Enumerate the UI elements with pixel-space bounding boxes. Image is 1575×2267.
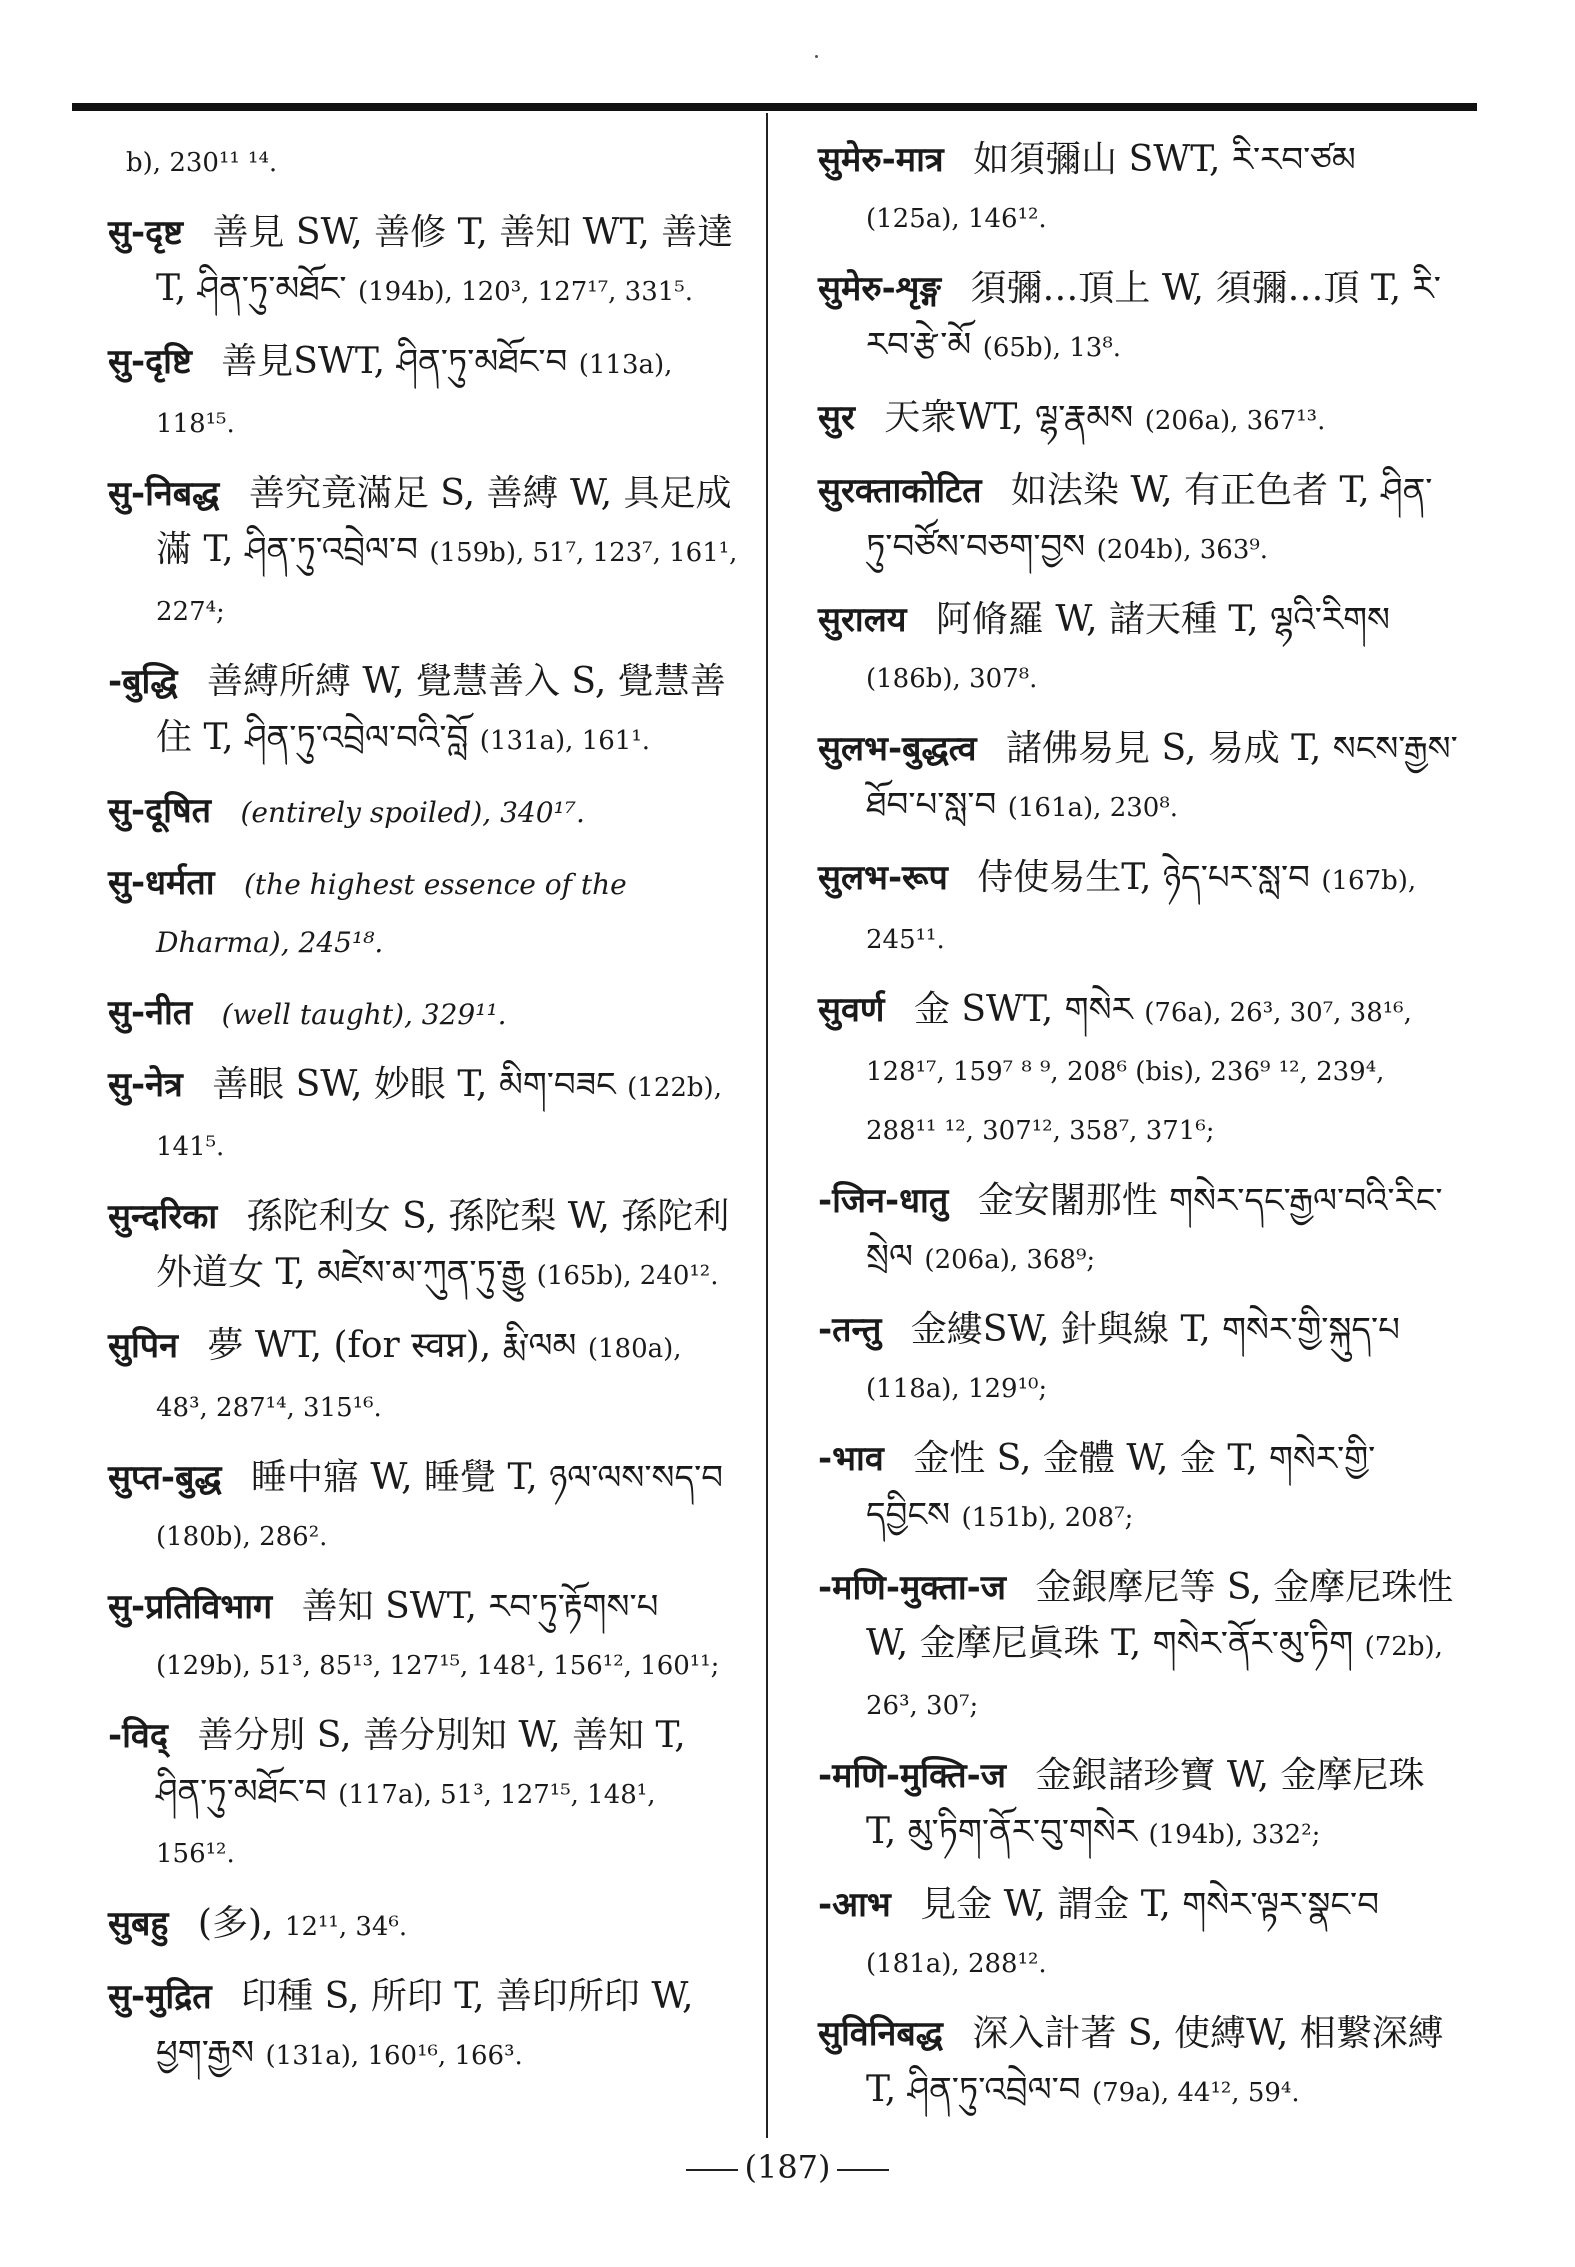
entry-tibetan-term: རི་རབ་ཙམ — [1231, 140, 1356, 180]
dictionary-entry — [818, 132, 1458, 247]
entry-tibetan-term: རྨི་ལམ — [502, 1326, 577, 1366]
entry-gloss: 如法染 W, 有正色者 T, — [1011, 470, 1370, 511]
entry-gloss: 善見SWT, — [221, 341, 386, 382]
entry-tibetan-term: ལྷའི་རིགས — [1270, 600, 1390, 640]
footer-dash-left — [686, 2169, 738, 2171]
entry-references: (161a), 230⁸. — [1007, 793, 1179, 823]
entry-tibetan-term: གསེར་གྱི་དབྱིངས — [866, 1439, 1376, 1535]
dictionary-entry — [818, 390, 1458, 449]
entry-tibetan-term: གསེར — [1064, 990, 1133, 1030]
entry-references: (79a), 44¹², 59⁴. — [1091, 2078, 1300, 2108]
entry-references: (118a), 129¹⁰; — [866, 1374, 1048, 1404]
entry-tibetan-term: གསེར་ལྟར་སྣང་བ — [1182, 1885, 1379, 1925]
entry-tibetan-term: མུ་ཏིག་ནོར་བུ་གསེར — [907, 1812, 1138, 1852]
entry-references: (151b), 208⁷; — [961, 1503, 1134, 1533]
entry-headword: सुबहु — [108, 1904, 169, 1944]
footer-dash-right — [837, 2169, 889, 2171]
entry-headword: सुविनिबद्ध — [818, 2014, 943, 2054]
dictionary-entry — [108, 1450, 740, 1565]
entry-tibetan-term: ཉལ་ལས་སད་བ — [549, 1458, 724, 1498]
entry-headword: सु-दृष्टि — [108, 342, 192, 382]
entry-gloss: 金安闍那性 — [977, 1180, 1158, 1221]
entry-gloss: 善分別 S, 善分別知 W, 善知 T, — [197, 1715, 686, 1756]
entry-headword: -विद् — [108, 1716, 168, 1756]
entry-headword: सुरक्ताकोटित — [818, 471, 982, 511]
entry-references: (194b), 120³, 127¹⁷, 331⁵. — [358, 277, 693, 307]
dictionary-entry — [108, 1189, 740, 1304]
dictionary-entry — [108, 466, 740, 640]
entry-tibetan-term: ཤིན་ཏུ་འབྲེལ་བའི་བློ — [245, 718, 469, 758]
entry-tibetan-term: ཉེད་པར་སླ་བ — [1162, 858, 1310, 898]
entry-headword: सु-दृष्ट — [108, 213, 184, 253]
entry-references: (76a), 26³, 30⁷, 38¹⁶, 128¹⁷, 159⁷ ⁸ ⁹, 208⁶ (bis), 236⁹ ¹², 239⁴, 288¹¹ ¹², 307¹², 358⁷, 371⁶; — [866, 998, 1412, 1146]
dictionary-entry — [818, 1560, 1458, 1734]
entry-tibetan-term: གསེར་དང་རྒྱལ་བའི་རིང་སྲེལ — [866, 1181, 1443, 1277]
left-column — [108, 132, 740, 2098]
dictionary-entry — [108, 783, 740, 841]
entry-gloss: 善縛所縛 W, 覺慧善入 S, 覺慧善住 T, — [156, 661, 726, 758]
entry-references: (165b), 240¹². — [536, 1261, 719, 1291]
dictionary-entry — [108, 985, 740, 1043]
entry-gloss: 見金 W, 謂金 T, — [920, 1884, 1171, 1925]
entry-headword: सुपिन — [108, 1326, 178, 1366]
entry-headword: सुलभ-रूप — [818, 858, 948, 898]
entry-gloss: 孫陀利女 S, 孫陀梨 W, 孫陀利外道女 T, — [156, 1196, 730, 1293]
entry-headword: -बुद्धि — [108, 662, 178, 702]
entry-headword: सु-प्रतिविभाग — [108, 1587, 273, 1627]
entry-gloss: 深入計著 S, 使縛W, 相繋深縛 T, — [866, 2013, 1444, 2110]
entry-headword: -आभ — [818, 1885, 891, 1925]
entry-gloss: 侍使易生T, — [977, 857, 1152, 898]
dictionary-entry — [818, 1748, 1458, 1863]
dictionary-entry — [108, 1896, 740, 1955]
dictionary-entry — [108, 1708, 740, 1882]
entry-headword: सु-निबद्ध — [108, 474, 220, 514]
entry-gloss: (多), — [197, 1903, 274, 1944]
entry-references: (72b), 26³, 30⁷; — [866, 1632, 1443, 1721]
entry-references: (186b), 307⁸. — [866, 664, 1038, 694]
entry-references: 12¹¹, 34⁶. — [284, 1912, 408, 1942]
dictionary-entry — [818, 1173, 1458, 1288]
dictionary-entry — [818, 2006, 1458, 2121]
dictionary-entry — [818, 1302, 1458, 1417]
dictionary-entry — [108, 205, 740, 320]
entry-headword: सुरालय — [818, 600, 907, 640]
entry-gloss: 金銀諸珍寶 W, 金摩尼珠 T, — [866, 1755, 1425, 1852]
entry-references: (117a), 51³, 127¹⁵, 148¹, 156¹². — [156, 1780, 656, 1869]
entry-gloss: 如須彌山 SWT, — [973, 139, 1221, 180]
entry-gloss: 睡中寤 W, 睡覺 T, — [250, 1457, 538, 1498]
entry-headword: सुर — [818, 398, 855, 438]
entry-headword: -मणि-मुक्ति-ज — [818, 1756, 1007, 1796]
entry-tibetan-term: མིག་བཟང — [498, 1065, 616, 1105]
entry-tibetan-term: ཤིན་ཏུ་འབྲེལ་བ — [245, 530, 418, 570]
entry-references: (122b), 141⁵. — [156, 1073, 722, 1162]
dictionary-entry — [108, 654, 740, 769]
entry-tibetan-term: མཛེས་མ་ཀུན་ཏུ་རྒྱུ — [317, 1253, 526, 1293]
dictionary-entry — [108, 334, 740, 452]
entry-headword: सुवर्ण — [818, 990, 885, 1030]
entry-gloss: 金銀摩尼等 S, 金摩尼珠性 W, 金摩尼眞珠 T, — [866, 1567, 1454, 1664]
dictionary-entry — [108, 1318, 740, 1436]
entry-headword: सुलभ-बुद्धत्व — [818, 729, 977, 769]
entry-references: (206a), 367¹³. — [1144, 406, 1326, 436]
entry-headword: सु-धर्मता — [108, 863, 215, 903]
entry-gloss: 善究竟滿足 S, 善縛 W, 具足成滿 T, — [156, 473, 732, 570]
entry-references: (129b), 51³, 85¹³, 127¹⁵, 148¹, 156¹², 160¹¹; — [156, 1651, 720, 1681]
dictionary-entry — [108, 132, 740, 191]
entry-references: (159b), 51⁷, 123⁷, 161¹, 227⁴; — [156, 538, 738, 627]
right-column — [818, 132, 1458, 2135]
entry-gloss: 夢 WT, (for स्वप्न), — [207, 1325, 492, 1366]
entry-references: b), 230¹¹ ¹⁴. — [126, 148, 278, 178]
entry-references: (131a), 160¹⁶, 166³. — [265, 2041, 523, 2071]
entry-tibetan-term: ཤིན་ཏུ་བཙོས་བཅག་བྱས — [866, 471, 1433, 567]
dictionary-entry — [108, 1057, 740, 1175]
page-number: 187 — [756, 2148, 819, 2186]
entry-headword: सु-मुद्रित — [108, 1977, 212, 2017]
entry-tibetan-term: གསེར་ནོར་མུ་ཏིག — [1152, 1624, 1354, 1664]
entry-gloss: 阿脩羅 W, 諸天種 T, — [935, 599, 1259, 640]
entry-references: (entirely spoiled), 340¹⁷. — [240, 796, 585, 829]
entry-headword: सु-दूषित — [108, 791, 211, 831]
dictionary-entry — [818, 463, 1458, 578]
entry-references: (the highest essence of the Dharma), 245¹⁸. — [156, 868, 627, 959]
entry-headword: सु-नेत्र — [108, 1065, 183, 1105]
entry-tibetan-term: སངས་རྒྱས་ཐོབ་པ་སླ་བ — [866, 729, 1458, 825]
top-rule — [72, 103, 1477, 111]
entry-references: (113a), 118¹⁵. — [156, 350, 673, 439]
speck — [815, 55, 818, 58]
entry-gloss: 善眼 SW, 妙眼 T, — [212, 1064, 488, 1105]
entry-gloss: 天衆WT, — [884, 397, 1024, 438]
entry-headword: -भाव — [818, 1439, 884, 1479]
entry-headword: सुप्त-बुद्ध — [108, 1458, 222, 1498]
entry-tibetan-term: གསེར་གྱི་སྐུད་པ — [1222, 1310, 1400, 1350]
dictionary-entry — [108, 1969, 740, 2084]
dictionary-entry — [818, 261, 1458, 376]
entry-references: (180b), 286². — [156, 1522, 328, 1552]
entry-gloss: 善知 SWT, — [301, 1586, 477, 1627]
dictionary-entry — [818, 982, 1458, 1159]
entry-gloss: 善見 SW, 善修 T, 善知 WT, 善達 T, — [156, 212, 734, 309]
entry-gloss: 須彌…頂上 W, 須彌…頂 T, — [970, 268, 1402, 309]
entry-gloss: 金縷SW, 針與線 T, — [910, 1309, 1211, 1350]
entry-references: (206a), 368⁹; — [924, 1245, 1096, 1275]
entry-tibetan-term: ཤིན་ཏུ་མཐོང་ — [197, 269, 347, 309]
entry-references: (131a), 161¹. — [479, 726, 651, 756]
dictionary-entry — [818, 850, 1458, 968]
entry-gloss: 諸佛易見 S, 易成 T, — [1006, 728, 1322, 769]
entry-gloss: 印種 S, 所印 T, 善印所印 W, — [241, 1976, 694, 2017]
entry-references: (well taught), 329¹¹. — [221, 998, 507, 1031]
entry-headword: -जिन-धातु — [818, 1181, 949, 1221]
entry-headword: सुन्दरिका — [108, 1197, 218, 1237]
entry-tibetan-term: ཤིན་ཏུ་མཐོང་བ — [156, 1772, 327, 1812]
entry-headword: -तन्तु — [818, 1310, 882, 1350]
entry-tibetan-term: ལྷ་རྣམས — [1034, 398, 1134, 438]
page-footer: (187) — [0, 2148, 1575, 2186]
entry-headword: सुमेरु-शृङ्ग — [818, 269, 941, 309]
entry-tibetan-term: རི་རབ་རྩེ་མོ — [866, 269, 1441, 365]
entry-references: (65b), 13⁸. — [982, 333, 1122, 363]
entry-gloss: 金性 S, 金體 W, 金 T, — [913, 1438, 1258, 1479]
entry-tibetan-term: ཕྱག་རྒྱས — [156, 2033, 255, 2073]
dictionary-entry — [818, 721, 1458, 836]
entry-tibetan-term: རབ་ཏུ་རྟོགས་པ — [488, 1587, 659, 1627]
entry-headword: सु-नीत — [108, 993, 193, 1033]
entry-references: (167b), 245¹¹. — [866, 866, 1417, 955]
dictionary-entry — [818, 1877, 1458, 1992]
entry-tibetan-term: ཤིན་ཏུ་མཐོང་བ — [396, 342, 568, 382]
entry-tibetan-term: ཤིན་ཏུ་འབྲེལ་བ — [907, 2070, 1081, 2110]
entry-references: (125a), 146¹². — [866, 204, 1047, 234]
entry-references: (181a), 288¹². — [866, 1949, 1047, 1979]
column-divider — [766, 113, 768, 2138]
dictionary-entry — [818, 592, 1458, 707]
entry-headword: सुमेरु-मात्र — [818, 140, 944, 180]
entry-references: (180a), 48³, 287¹⁴, 315¹⁶. — [156, 1334, 682, 1423]
dictionary-entry — [108, 855, 740, 971]
entry-references: (194b), 332²; — [1148, 1820, 1321, 1850]
entry-gloss: 金 SWT, — [913, 989, 1054, 1030]
entry-references: (204b), 363⁹. — [1096, 535, 1269, 565]
entry-headword: -मणि-मुक्ता-ज — [818, 1568, 1007, 1608]
dictionary-entry — [108, 1579, 740, 1694]
dictionary-entry — [818, 1431, 1458, 1546]
